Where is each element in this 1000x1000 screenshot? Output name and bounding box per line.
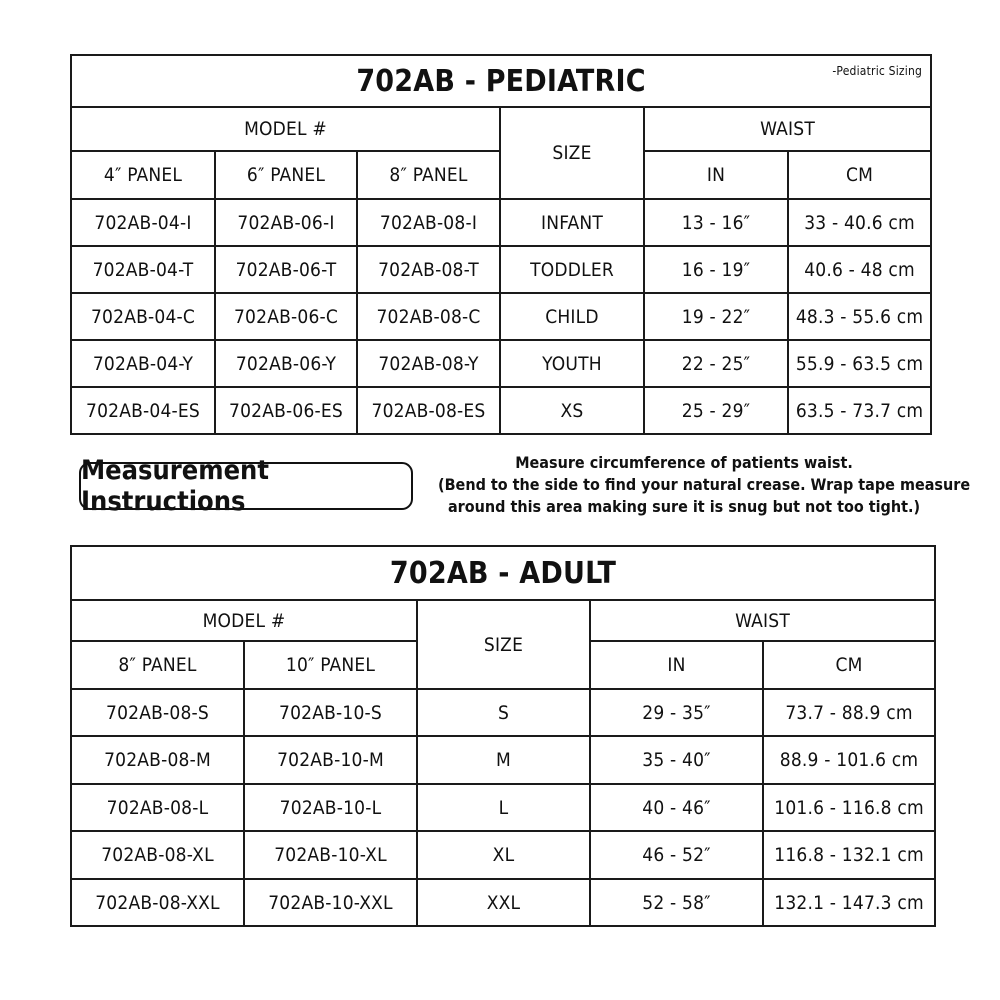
model-cell: 702AB-08-Y [357,340,500,387]
size-cell: L [417,784,590,831]
size-cell: M [417,736,590,784]
model-cell: 702AB-06-C [215,293,357,340]
model-cell: 702AB-06-ES [215,387,357,434]
panel-header: 10″ PANEL [244,641,417,689]
waist-cm-cell: 88.9 - 101.6 cm [763,736,935,784]
table-row [71,784,935,831]
waist-in-cell: 40 - 46″ [590,784,763,831]
table-row [71,689,935,736]
table-row [71,879,935,926]
unit-header-in: IN [590,641,763,689]
model-cell: 702AB-08-M [71,736,244,784]
table-row [71,340,931,387]
model-cell: 702AB-04-T [71,246,215,293]
model-cell: 702AB-04-I [71,199,215,246]
measurement-instructions-text [438,452,971,518]
waist-cm-cell: 48.3 - 55.6 cm [788,293,931,340]
size-cell: XS [500,387,644,434]
table-row [71,736,935,784]
model-cell: 702AB-04-Y [71,340,215,387]
waist-in-cell: 22 - 25″ [644,340,788,387]
model-cell: 702AB-06-I [215,199,357,246]
unit-header-cm: CM [788,151,931,199]
waist-in-cell: 16 - 19″ [644,246,788,293]
model-cell: 702AB-08-XXL [71,879,244,926]
size-cell: INFANT [500,199,644,246]
waist-cm-cell: 132.1 - 147.3 cm [763,879,935,926]
adult-size-table [70,545,936,927]
model-cell: 702AB-10-S [244,689,417,736]
waist-in-cell: 13 - 16″ [644,199,788,246]
adult-waist-header: WAIST [590,600,935,641]
panel-header: 4″ PANEL [71,151,215,199]
waist-cm-cell: 73.7 - 88.9 cm [763,689,935,736]
model-cell: 702AB-06-T [215,246,357,293]
measurement-instructions-label: Measurement Instructions [79,462,413,510]
waist-in-cell: 25 - 29″ [644,387,788,434]
size-cell: XL [417,831,590,879]
adult-title: 702AB - ADULT [389,555,617,591]
table-row [71,246,931,293]
size-cell: YOUTH [500,340,644,387]
waist-cm-cell: 63.5 - 73.7 cm [788,387,931,434]
waist-in-cell: 52 - 58″ [590,879,763,926]
pediatric-size-table [70,54,932,435]
pediatric-model-header: MODEL # [71,107,500,151]
pediatric-size-header: SIZE [500,107,644,199]
model-cell: 702AB-08-I [357,199,500,246]
pediatric-waist-header: WAIST [644,107,931,151]
model-cell: 702AB-08-ES [357,387,500,434]
instruction-line: (Bend to the side to find your natural crease. Wrap tape measure [438,475,971,494]
unit-header-in: IN [644,151,788,199]
model-cell: 702AB-10-XXL [244,879,417,926]
model-cell: 702AB-08-S [71,689,244,736]
panel-header: 8″ PANEL [357,151,500,199]
table-row [71,199,931,246]
model-cell: 702AB-10-M [244,736,417,784]
waist-cm-cell: 40.6 - 48 cm [788,246,931,293]
pediatric-title: 702AB - PEDIATRIC [356,63,646,99]
waist-cm-cell: 55.9 - 63.5 cm [788,340,931,387]
table-row [71,387,931,434]
model-cell: 702AB-08-XL [71,831,244,879]
model-cell: 702AB-08-L [71,784,244,831]
model-cell: 702AB-06-Y [215,340,357,387]
model-cell: 702AB-10-XL [244,831,417,879]
adult-size-header: SIZE [417,600,590,689]
size-cell: S [417,689,590,736]
unit-header-cm: CM [763,641,935,689]
panel-header: 8″ PANEL [71,641,244,689]
waist-in-cell: 29 - 35″ [590,689,763,736]
adult-model-header: MODEL # [71,600,417,641]
waist-cm-cell: 116.8 - 132.1 cm [763,831,935,879]
adult-title-cell [71,546,935,600]
model-cell: 702AB-10-L [244,784,417,831]
instruction-line: Measure circumference of patients waist. [515,453,853,472]
model-cell: 702AB-04-C [71,293,215,340]
waist-cm-cell: 101.6 - 116.8 cm [763,784,935,831]
waist-in-cell: 46 - 52″ [590,831,763,879]
model-cell: 702AB-04-ES [71,387,215,434]
waist-in-cell: 35 - 40″ [590,736,763,784]
panel-header: 6″ PANEL [215,151,357,199]
model-cell: 702AB-08-T [357,246,500,293]
table-row [71,293,931,340]
waist-cm-cell: 33 - 40.6 cm [788,199,931,246]
table-row [71,831,935,879]
size-cell: XXL [417,879,590,926]
pediatric-sizing-note: -Pediatric Sizing [832,64,923,78]
waist-in-cell: 19 - 22″ [644,293,788,340]
instruction-line: around this area making sure it is snug but not too tight.) [447,497,921,516]
pediatric-title-cell [71,55,931,107]
size-cell: TODDLER [500,246,644,293]
size-cell: CHILD [500,293,644,340]
model-cell: 702AB-08-C [357,293,500,340]
